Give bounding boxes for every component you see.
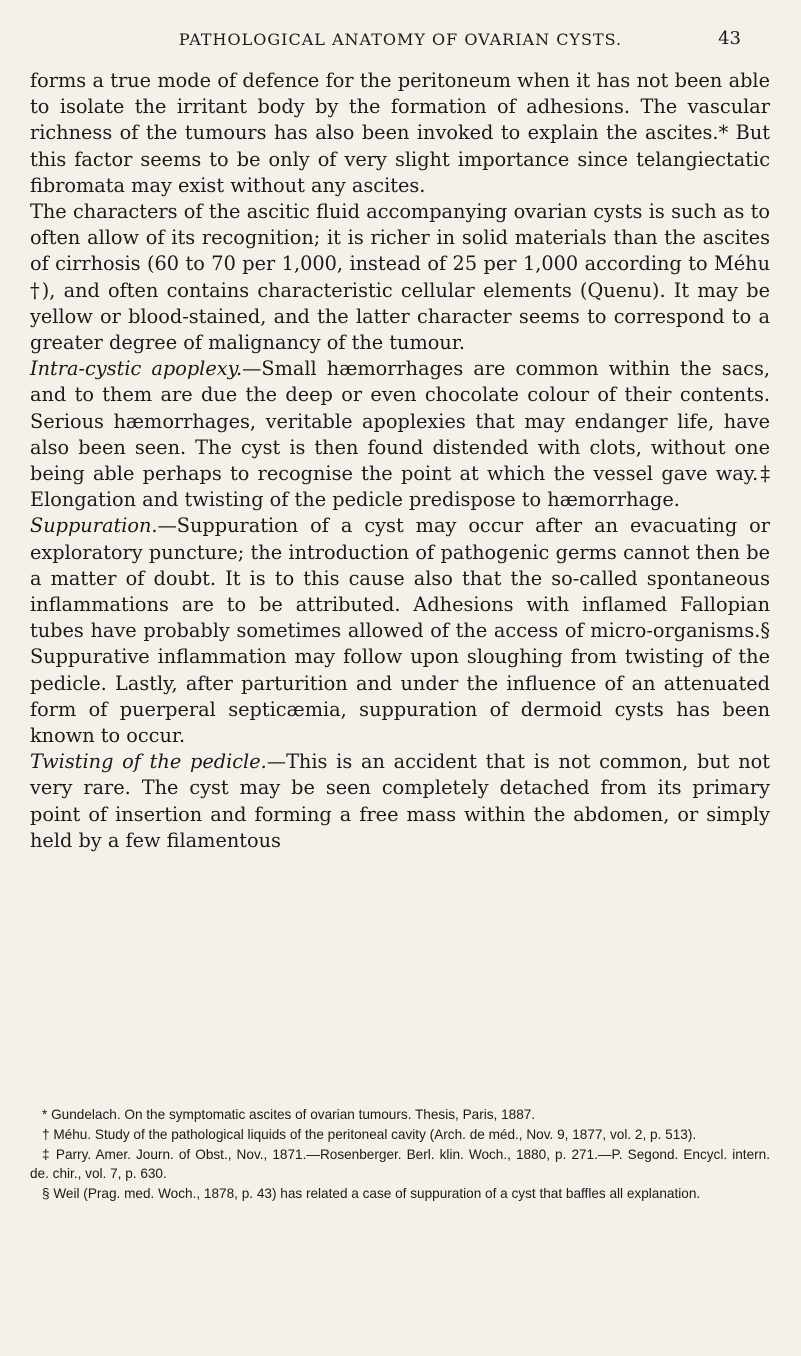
- paragraph-text: —This is an accident that is not common, but not very rare. The cyst may be seen completely detached from its primary point of insertion and forming a free mass within the abdomen, or simply held by a few filamentous: [30, 750, 771, 852]
- footnotes: [30, 1105, 770, 1204]
- paragraph-text: forms a true mode of defence for the peritoneum when it has not been able to isolate the irritant body by the formation of adhesions. The vascular richness of the tumours has also been invoked to explain the ascites.* But this factor seems to be only of very slight importance since telangiectatic fibromata may exist without any ascites.: [30, 69, 770, 197]
- footnote: † Méhu. Study of the pathological liquids of the peritoneal cavity (Arch. de méd., Nov. 9, 1877, vol. 2, p. 513).: [42, 1126, 697, 1142]
- page-number: 43: [718, 28, 741, 49]
- footnote: ‡ Parry. Amer. Journ. of Obst., Nov., 1871.—Rosenberger. Berl. klin. Woch., 1880, p. 271.—P. Segond. Encycl. intern. de. chir., vol. 7, p. 630.: [30, 1146, 770, 1182]
- paragraph-lead: Suppuration.: [30, 514, 158, 538]
- running-title: PATHOLOGICAL ANATOMY OF OVARIAN CYSTS.: [178, 30, 623, 49]
- running-head: [30, 30, 771, 52]
- footnote: * Gundelach. On the symptomatic ascites of ovarian tumours. Thesis, Paris, 1887.: [42, 1107, 536, 1122]
- footnote: § Weil (Prag. med. Woch., 1878, p. 43) has related a case of suppuration of a cyst that baffles all explanation.: [42, 1186, 701, 1202]
- paragraph: [30, 199, 770, 356]
- paragraph-text: —Suppuration of a cyst may occur after an evacuating or exploratory puncture; the introduction of pathogenic germs cannot then be a matter of doubt. It is to this cause also that the so-called spontaneous inflammations are to be attributed. Adhesions with inflamed Fallopian tubes have probably sometimes allowed of the access of micro-organisms.§ Suppurative inflammation may follow upon sloughing from twisting of the pedicle. Lastly, after parturition and under the influence of an attenuated form of puerperal septicæmia, suppuration of dermoid cysts has been known to occur.: [30, 514, 770, 748]
- paragraph: [30, 513, 770, 749]
- paragraph-lead: Intra-cystic apoplexy.: [30, 357, 243, 381]
- paragraph-lead: Twisting of the pedicle.: [30, 750, 267, 774]
- paragraph-text: —Small hæmorrhages are common within the sacs, and to them are due the deep or even chocolate colour of their contents. Serious hæmorrhages, veritable apoplexies that may endanger life, have also been seen. The cyst is then found distended with clots, without one being able perhaps to recognise the point at which the vessel gave way.‡ Elongation and twisting of the pedicle predispose to hæmorrhage.: [30, 357, 771, 512]
- paragraph: [30, 749, 770, 854]
- body-text: [30, 68, 770, 854]
- paragraph-text: The characters of the ascitic fluid accompanying ovarian cysts is such as to often allow of its recognition; it is richer in solid materials than the ascites of cirrhosis (60 to 70 per 1,000, instead of 25 per 1,000 according to Méhu †), and often contains characteristic cellular elements (Quenu). It may be yellow or blood-stained, and the latter character seems to correspond to a greater degree of malignancy of the tumour.: [30, 200, 770, 355]
- paragraph: [30, 68, 770, 199]
- paragraph: [30, 356, 770, 513]
